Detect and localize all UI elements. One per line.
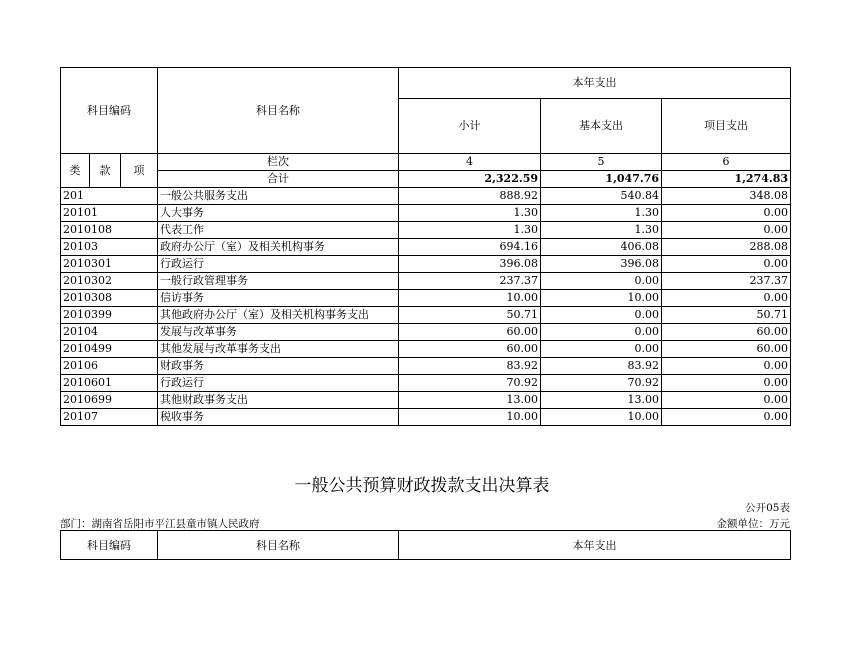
row-subtotal: 694.16: [399, 239, 541, 256]
row-subtotal: 396.08: [399, 256, 541, 273]
table-row: [61, 188, 791, 205]
table-row: [61, 290, 791, 307]
row-basic: 0.00: [541, 273, 662, 290]
row-project: 50.71: [662, 307, 791, 324]
column-number-5: 5: [541, 154, 662, 171]
table-row: [61, 375, 791, 392]
column-number-label: 栏次: [158, 154, 399, 171]
row-subtotal: 237.37: [399, 273, 541, 290]
table-row: [61, 239, 791, 256]
table-row: [61, 409, 791, 426]
table-row: [61, 222, 791, 239]
row-subtotal: 83.92: [399, 358, 541, 375]
header-project: 项目支出: [662, 99, 791, 154]
row-name: 代表工作: [158, 222, 399, 239]
row-name: 发展与改革事务: [158, 324, 399, 341]
row-basic: 10.00: [541, 290, 662, 307]
row-project: 0.00: [662, 222, 791, 239]
row-project: 0.00: [662, 375, 791, 392]
row-subtotal: 70.92: [399, 375, 541, 392]
header-name: 科目名称: [158, 68, 399, 154]
table-row: [61, 341, 791, 358]
row-subtotal: 60.00: [399, 341, 541, 358]
header-kuan: 款: [90, 154, 121, 188]
row-basic: 13.00: [541, 392, 662, 409]
row-name: 其他财政事务支出: [158, 392, 399, 409]
row-basic: 1.30: [541, 222, 662, 239]
row-basic: 406.08: [541, 239, 662, 256]
table-row: [61, 307, 791, 324]
total-subtotal: 2,322.59: [399, 171, 541, 188]
row-name: 其他发展与改革事务支出: [158, 341, 399, 358]
row-project: 237.37: [662, 273, 791, 290]
row-basic: 0.00: [541, 307, 662, 324]
row-name: 行政运行: [158, 375, 399, 392]
row-project: 60.00: [662, 341, 791, 358]
header-current-year-2: 本年支出: [399, 531, 791, 560]
row-code: 201: [61, 188, 158, 205]
row-code: 20103: [61, 239, 158, 256]
row-name: 人大事务: [158, 205, 399, 222]
header-code-2: 科目编码: [61, 531, 158, 560]
row-basic: 1.30: [541, 205, 662, 222]
table-body: [61, 188, 791, 426]
row-basic: 10.00: [541, 409, 662, 426]
total-label: 合计: [158, 171, 399, 188]
row-project: 0.00: [662, 256, 791, 273]
row-subtotal: 1.30: [399, 205, 541, 222]
row-code: 20101: [61, 205, 158, 222]
header-name-2: 科目名称: [158, 531, 399, 560]
row-basic: 0.00: [541, 324, 662, 341]
row-project: 0.00: [662, 205, 791, 222]
header-xiang: 项: [121, 154, 158, 188]
header-lei: 类: [61, 154, 90, 188]
form-number: 公开05表: [745, 502, 790, 514]
row-basic: 83.92: [541, 358, 662, 375]
row-code: 2010308: [61, 290, 158, 307]
table-row: [61, 273, 791, 290]
row-subtotal: 10.00: [399, 409, 541, 426]
row-basic: 396.08: [541, 256, 662, 273]
header-code: 科目编码: [61, 68, 158, 154]
row-subtotal: 60.00: [399, 324, 541, 341]
section-title: 一般公共预算财政拨款支出决算表: [294, 476, 550, 496]
row-basic: 540.84: [541, 188, 662, 205]
row-code: 2010301: [61, 256, 158, 273]
row-name: 一般行政管理事务: [158, 273, 399, 290]
row-basic: 70.92: [541, 375, 662, 392]
row-project: 348.08: [662, 188, 791, 205]
row-code: 2010108: [61, 222, 158, 239]
row-code: 20107: [61, 409, 158, 426]
row-project: 60.00: [662, 324, 791, 341]
row-name: 政府办公厅（室）及相关机构事务: [158, 239, 399, 256]
row-subtotal: 1.30: [399, 222, 541, 239]
department-label: 部门：湖南省岳阳市平江县童市镇人民政府: [60, 518, 260, 530]
row-name: 财政事务: [158, 358, 399, 375]
expenditure-table-2: [60, 530, 791, 560]
table-row: [61, 256, 791, 273]
row-code: 2010302: [61, 273, 158, 290]
row-code: 2010601: [61, 375, 158, 392]
row-project: 0.00: [662, 358, 791, 375]
table-row: [61, 324, 791, 341]
row-code: 20104: [61, 324, 158, 341]
total-project: 1,274.83: [662, 171, 791, 188]
table-row: [61, 205, 791, 222]
table-row: [61, 358, 791, 375]
row-subtotal: 888.92: [399, 188, 541, 205]
table-row: [61, 392, 791, 409]
header-basic: 基本支出: [541, 99, 662, 154]
header-subtotal: 小计: [399, 99, 541, 154]
row-project: 0.00: [662, 409, 791, 426]
row-project: 288.08: [662, 239, 791, 256]
header-current-year: 本年支出: [399, 68, 791, 99]
row-project: 0.00: [662, 290, 791, 307]
row-subtotal: 13.00: [399, 392, 541, 409]
unit-label: 金额单位：万元: [716, 518, 790, 530]
row-subtotal: 10.00: [399, 290, 541, 307]
total-basic: 1,047.76: [541, 171, 662, 188]
row-name: 行政运行: [158, 256, 399, 273]
row-code: 2010399: [61, 307, 158, 324]
row-code: 2010699: [61, 392, 158, 409]
column-number-6: 6: [662, 154, 791, 171]
expenditure-table: [60, 67, 791, 426]
row-basic: 0.00: [541, 341, 662, 358]
row-subtotal: 50.71: [399, 307, 541, 324]
row-name: 信访事务: [158, 290, 399, 307]
row-code: 2010499: [61, 341, 158, 358]
column-number-4: 4: [399, 154, 541, 171]
row-project: 0.00: [662, 392, 791, 409]
row-name: 税收事务: [158, 409, 399, 426]
row-code: 20106: [61, 358, 158, 375]
row-name: 一般公共服务支出: [158, 188, 399, 205]
row-name: 其他政府办公厅（室）及相关机构事务支出: [158, 307, 399, 324]
